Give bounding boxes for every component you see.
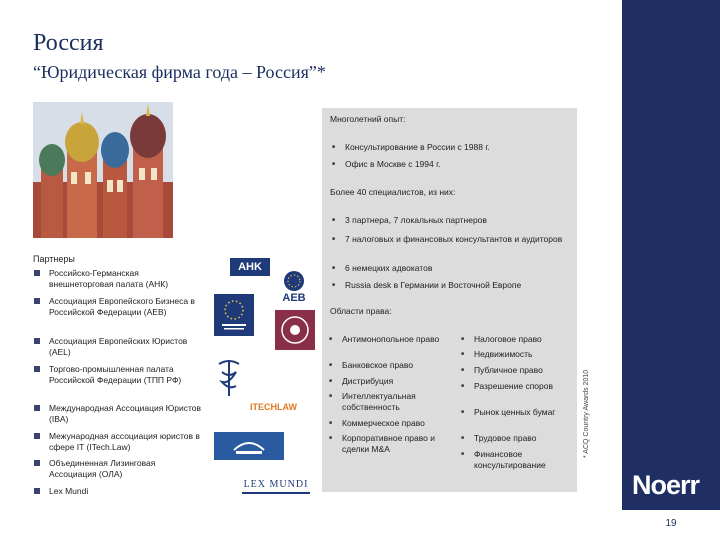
- practice-item: ■ Разрешение споров: [474, 381, 570, 392]
- experience-item: ■ Офис в Москве с 1994 г.: [345, 159, 565, 170]
- specialists-item: ■ 7 налоговых и финансовых консультантов и аудиторов: [345, 234, 570, 245]
- practice-item: ■ Налоговое право: [474, 334, 570, 345]
- cathedral-illustration: [33, 102, 173, 238]
- practice-item: ■ Публичное право: [474, 365, 570, 376]
- tpp-emblem: [275, 310, 315, 350]
- page-subtitle: “Юридическая фирма года – Россия”*: [33, 62, 326, 82]
- practice-item: ■ Финансовое консультирование: [474, 449, 570, 471]
- practice-item: ■ Рынок ценных бумаг: [474, 407, 570, 418]
- practice-item: ■ Трудовое право: [474, 433, 570, 444]
- practice-item: ■ Банковское право: [342, 360, 442, 371]
- practice-item: ■ Интеллектуальная собственность: [342, 391, 442, 413]
- award-footnote: * ACQ Country Awards 2010: [583, 369, 590, 458]
- iba-logo: [214, 356, 244, 398]
- experience-heading: Многолетний опыт:: [330, 114, 406, 124]
- specialists-item: ■ 3 партнера, 7 локальных партнеров: [345, 215, 570, 226]
- experience-item: ■ Консультирование в России с 1988 г.: [345, 142, 565, 153]
- noerr-logo: Noerr: [632, 470, 700, 500]
- cathedral-photo: [33, 102, 173, 238]
- ahk-logo: [212, 254, 270, 280]
- partner-item: Ассоциация Европейского Бизнеса в Российской Федерации (AEB): [49, 296, 201, 318]
- ael-stars-icon: [214, 294, 254, 336]
- aeb-logo: [274, 266, 314, 306]
- lexmundi-logo: [238, 478, 314, 498]
- ael-logo: [214, 294, 254, 336]
- itechlaw-logo-text: ITECHLAW: [250, 402, 297, 412]
- ola-emblem: [214, 432, 284, 460]
- partner-item: Объединенная Лизинговая Ассоциация (ОЛА): [49, 458, 201, 480]
- caduceus-icon: [214, 356, 244, 398]
- specialists-item: ■ 6 немецких адвокатов: [345, 263, 570, 274]
- partner-item: Торгово-промышленная палата Российской Федерации (ТПП РФ): [49, 364, 201, 386]
- lexmundi-underline: [242, 492, 310, 494]
- partner-item: Ассоциация Европейских Юристов (AEL): [49, 336, 201, 358]
- aeb-logo-text: AEB: [282, 292, 306, 304]
- practice-item: ■ Дистрибуция: [342, 376, 442, 387]
- brand-band: [622, 0, 720, 540]
- tpp-logo: [275, 310, 315, 350]
- practice-item: ■ Коммерческое право: [342, 418, 442, 429]
- specialists-heading: Более 40 специалистов, из них:: [330, 187, 456, 197]
- partner-item: Межународная ассоциация юристов в сфере IT (ITech.Law): [49, 431, 200, 452]
- partner-item: Lex Mundi: [49, 486, 201, 497]
- partner-item: Международная Ассоциация Юристов (IBA): [49, 403, 202, 424]
- lexmundi-logo-text: LEX MUNDI: [243, 479, 309, 490]
- page-number: 19: [665, 518, 677, 529]
- ahk-logo-text: AHK: [230, 258, 270, 276]
- partner-item: Российско-Германская внешнеторговая палата (АНК): [49, 268, 201, 290]
- practice-item: ■ Корпоративное право и сделки M&A: [342, 433, 447, 455]
- partners-heading: Партнеры: [33, 254, 75, 264]
- ola-logo: [214, 432, 284, 460]
- itechlaw-logo: [250, 400, 298, 418]
- practice-item: ■ Антимонопольное право: [342, 334, 442, 345]
- practice-item: ■ Недвижимость: [474, 349, 570, 360]
- specialists-item: ■ Russia desk в Германии и Восточной Европе: [345, 280, 570, 291]
- practice-heading: Области права:: [330, 306, 392, 316]
- page-title: Россия: [33, 30, 104, 56]
